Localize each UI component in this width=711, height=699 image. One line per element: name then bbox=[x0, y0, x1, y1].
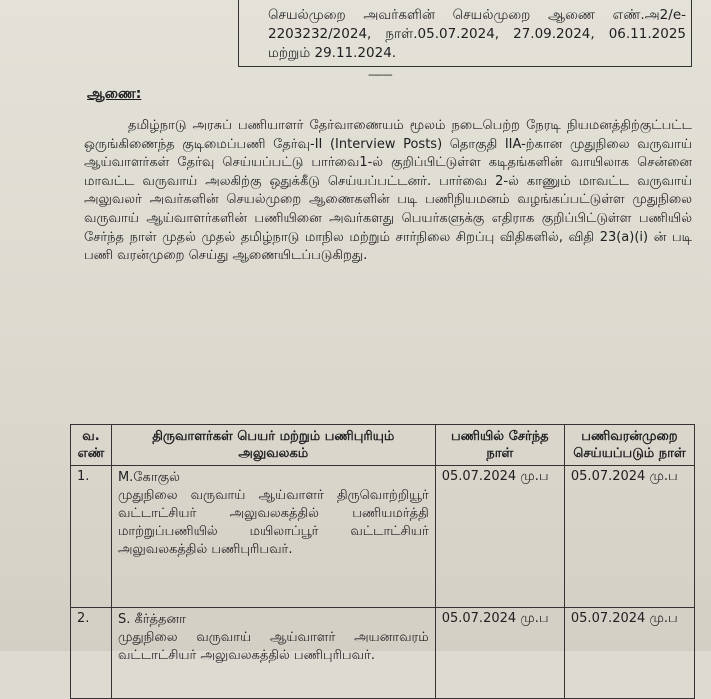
table-row bbox=[71, 466, 695, 608]
row-joining-date: 05.07.2024 மு.ப bbox=[435, 466, 564, 608]
row-office-description: முதுநிலை வருவாய் ஆய்வாளர் திருவொற்றியூர் வட்டாட்சியர் அலுவலகத்தில் பணியமர்த்தி மாற்றுப்பணியில் மயிலாப்பூர் வட்டாட்சியர் அலுவலகத்தில் பணிபுரிபவர். bbox=[117, 488, 429, 557]
table-row bbox=[71, 608, 695, 699]
row-regularisation-date: 05.07.2024 மு.ப bbox=[564, 608, 694, 699]
row-regularisation-date: 05.07.2024 மு.ப bbox=[564, 466, 694, 608]
table-header-row bbox=[71, 425, 695, 466]
row-person-name: S. கீர்த்தனா bbox=[117, 612, 186, 627]
row-office-description: முதுநிலை வருவாய் ஆய்வாளர் அயனாவரம் வட்டாட்சியர் அலுவலகத்தில் பணிபுரிபவர். bbox=[117, 630, 429, 663]
row-person-name: M.கோகுல் bbox=[117, 470, 180, 485]
header-name-office: திருவாளர்கள் பெயர் மற்றும் பணிபுரியும் அலுவலகம் bbox=[111, 425, 435, 466]
order-paragraph: தமிழ்நாடு அரசுப் பணியாளர் தேர்வாணையம் மூலம் நடைபெற்ற நேரடி நியமனத்திற்குட்பட்ட ஒருங்கிணைந்த குடிமைப்பணி தேர்வு-II (Interview Posts) தொகுதி IIA-ற்கான முதுநிலை வருவாய் ஆய்வாளர்கள் தேர்வு செய்யப்பட்டு பார்வை1-ல் குறிப்பிட்டுள்ள கடிதங்களின் வாயிலாக சென்னை மாவட்ட வருவாய் அலகிற்கு ஒதுக்கீடு செய்யப்பட்டனர். பார்வை 2-ல் காணும் மாவட்ட வருவாய் அலுவலர் அவர்களின் செயல்முறை ஆணைகளின் படி பணிநியமனம் வழங்கப்பட்டுள்ள முதுநிலை வருவாய் ஆய்வாளர்களின் பணியினை அவர்களது பெயர்களுக்கு எதிராக குறிப்பிட்டுள்ள பணியில் சேர்ந்த நாள் முதல் முதல் தமிழ்நாடு மாநில மற்றும் சார்நிலை சிறப்பு விதிகளில், விதி 23(a)(i) ன் படி பணி வரன்முறை செய்து ஆணையிடப்படுகிறது. bbox=[84, 118, 692, 264]
row-serial-no: 2. bbox=[71, 608, 112, 699]
row-joining-date: 05.07.2024 மு.ப bbox=[435, 608, 564, 699]
staff-table bbox=[70, 424, 695, 699]
row-serial-no: 1. bbox=[71, 466, 112, 608]
separator-line: -------- bbox=[368, 68, 392, 81]
row-name-cell bbox=[111, 466, 435, 608]
header-serial-no: வ. எண் bbox=[71, 425, 112, 466]
order-heading: ஆணை: bbox=[87, 86, 142, 102]
row-name-cell bbox=[111, 608, 435, 699]
header-joining-date: பணியில் சேர்ந்த நாள் bbox=[435, 425, 564, 466]
header-regularisation-date: பணிவரன்முறை செய்யப்படும் நாள் bbox=[564, 425, 694, 466]
reference-text: செயல்முறை அவர்களின் செயல்முறை ஆணை எண்.அ2/e-2203232/2024, நாள்.05.07.2024, 27.09.2024, 06.11.2025 மற்றும் 29.11.2024. bbox=[268, 7, 686, 61]
